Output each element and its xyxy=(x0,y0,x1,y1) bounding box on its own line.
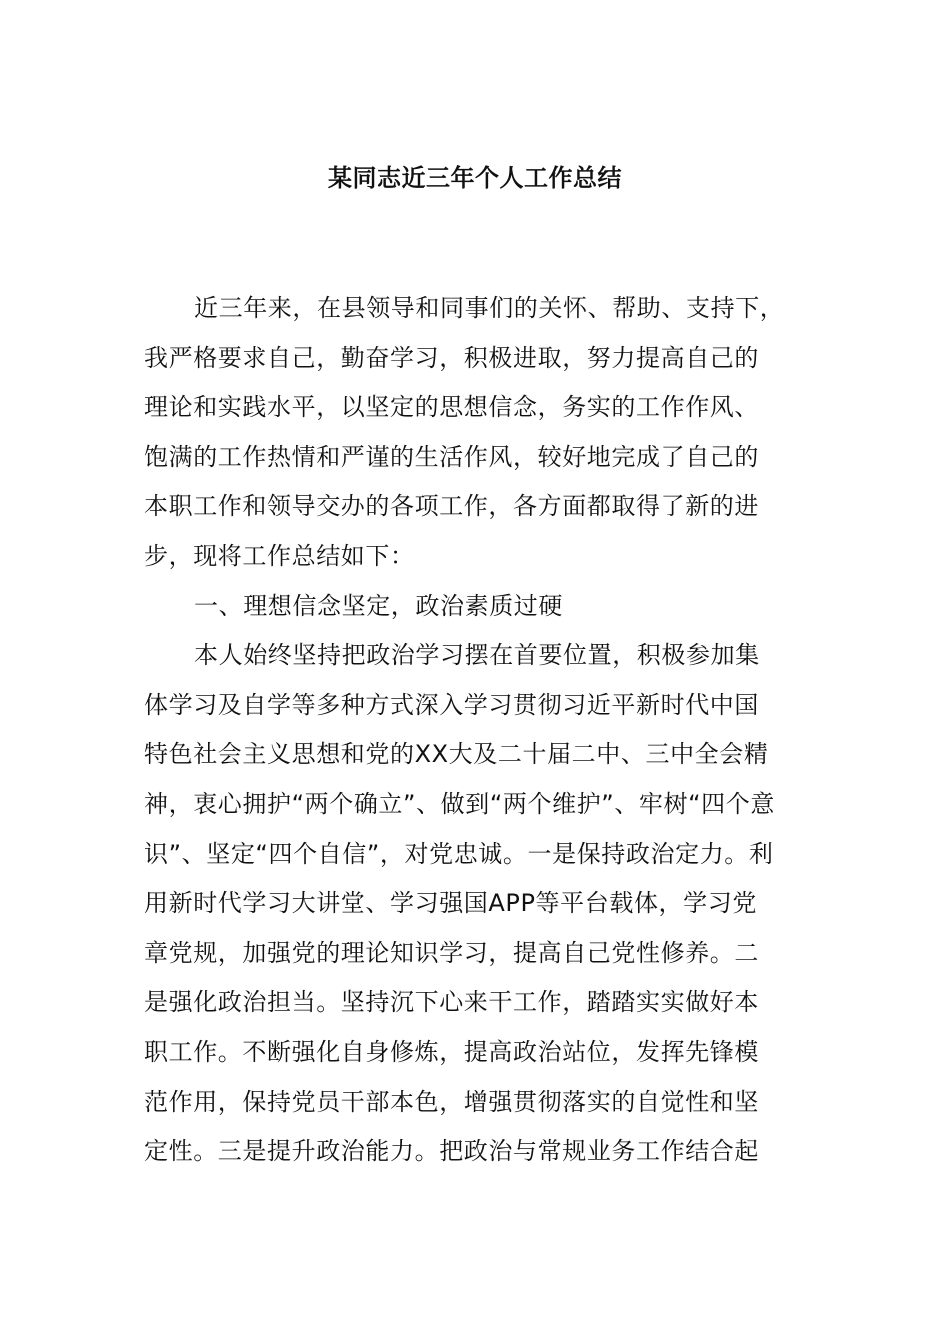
paragraph-section-line: 特色社会主义思想和党的XX大及二十届二中、三中全会精 xyxy=(144,740,769,769)
paragraph-intro-line: 近三年来，在县领导和同事们的关怀、帮助、支持下， xyxy=(194,294,785,322)
paragraph-intro-line: 步，现将工作总结如下： xyxy=(144,541,415,570)
paragraph-section-line: 章党规，加强党的理论知识学习，提高自己党性修养。二 xyxy=(144,938,759,967)
paragraph-section-line: 职工作。不断强化自身修炼，提高政治站位，发挥先锋模 xyxy=(144,1037,759,1066)
paragraph-section-line: 用新时代学习大讲堂、学习强国APP等平台载体，学习党 xyxy=(144,889,757,918)
paragraph-section-line: 定性。三是提升政治能力。把政治与常规业务工作结合起 xyxy=(144,1137,759,1166)
document-title: 某同志近三年个人工作总结 xyxy=(328,164,622,192)
paragraph-section-line: 本人始终坚持把政治学习摆在首要位置，积极参加集 xyxy=(194,641,760,670)
paragraph-intro-line: 饱满的工作热情和严谨的生活作风，较好地完成了自己的 xyxy=(144,442,759,471)
document-body xyxy=(144,284,809,1177)
paragraph-intro-line: 理论和实践水平，以坚定的思想信念，务实的工作作风、 xyxy=(144,393,759,422)
paragraph-section-line: 是强化政治担当。坚持沉下心来干工作，踏踏实实做好本 xyxy=(144,988,759,1017)
paragraph-section-line: 神，衷心拥护“两个确立”、做到“两个维护”、牢树“四个意 xyxy=(144,789,775,818)
paragraph-intro-line: 本职工作和领导交办的各项工作，各方面都取得了新的进 xyxy=(144,492,759,521)
paragraph-intro-line: 我严格要求自己，勤奋学习，积极进取，努力提高自己的 xyxy=(144,343,759,372)
paragraph-section-line: 识”、坚定“四个自信”，对党忠诚。一是保持政治定力。利 xyxy=(144,839,774,868)
paragraph-section-line: 体学习及自学等多种方式深入学习贯彻习近平新时代中国 xyxy=(144,690,759,719)
paragraph-section-line: 范作用，保持党员干部本色，增强贯彻落实的自觉性和坚 xyxy=(144,1087,759,1116)
section-heading: 一、理想信念坚定，政治素质过硬 xyxy=(194,591,563,620)
